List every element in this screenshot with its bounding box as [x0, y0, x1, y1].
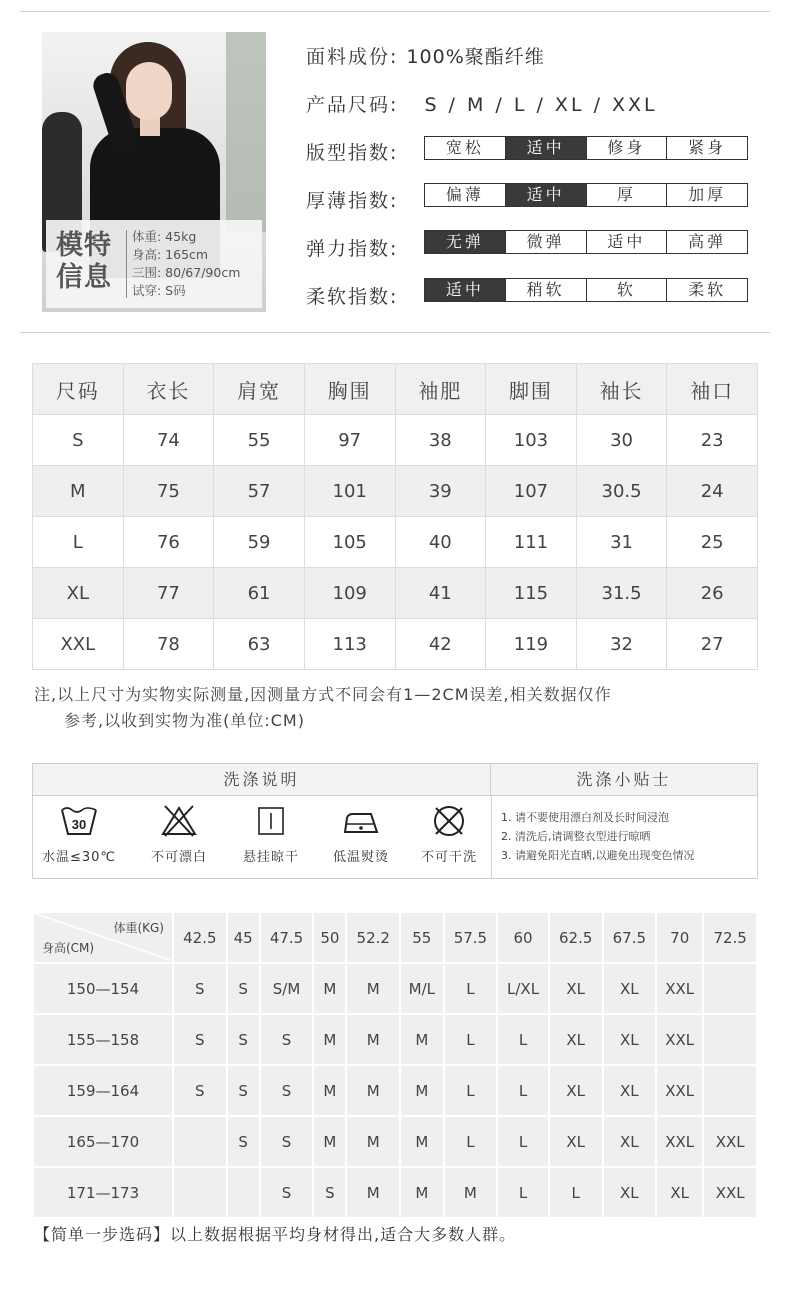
softness-option: 柔软	[666, 279, 747, 301]
fabric-row	[306, 42, 545, 69]
table-row	[33, 963, 757, 1014]
care-item-hang	[225, 804, 317, 865]
thickness-index-label: 厚薄指数:	[306, 190, 399, 212]
table-cell: 97	[304, 415, 395, 466]
model-height: 身高: 165cm	[132, 247, 209, 262]
table-cell: 107	[486, 466, 577, 517]
fit-option: 紧身	[666, 137, 747, 159]
table-cell: XXL	[33, 619, 124, 670]
weight-header: 55	[400, 912, 444, 963]
weight-header: 57.5	[444, 912, 498, 963]
softness-option: 软	[586, 279, 667, 301]
model-info-lines	[132, 228, 240, 300]
size-cell: XXL	[656, 963, 703, 1014]
size-cell: XXL	[656, 1065, 703, 1116]
size-label: 产品尺码:	[306, 94, 399, 116]
care-item-bleach	[133, 804, 225, 865]
care-panel	[32, 763, 758, 879]
softness-index-scale	[424, 278, 748, 302]
table-cell: 23	[667, 415, 758, 466]
weight-header: 70	[656, 912, 703, 963]
fit-index-scale	[424, 136, 748, 160]
thickness-option: 厚	[586, 184, 667, 206]
table-cell: 31.5	[576, 568, 667, 619]
size-cell: L	[444, 1116, 498, 1167]
table-cell: 24	[667, 466, 758, 517]
size-cell: S	[260, 1167, 314, 1218]
thickness-option: 偏薄	[445, 185, 484, 204]
table-corner	[33, 912, 173, 963]
table-row	[33, 619, 758, 670]
col-size: 尺码	[33, 364, 124, 415]
size-cell: S	[260, 1065, 314, 1116]
weight-header: 67.5	[603, 912, 657, 963]
size-cell: M	[444, 1167, 498, 1218]
care-label: 水温≤30℃	[41, 850, 117, 865]
hang-dry-icon	[251, 804, 291, 838]
size-cell: S	[260, 1116, 314, 1167]
table-cell: 31	[576, 517, 667, 568]
model-measurements: 三围: 80/67/90cm	[132, 265, 241, 280]
weight-header: 62.5	[549, 912, 603, 963]
weight-header: 52.2	[346, 912, 400, 963]
care-item-dryclean	[403, 804, 495, 865]
table-cell: L	[33, 517, 124, 568]
care-label: 悬挂晾干	[242, 850, 299, 865]
size-cell: M	[346, 963, 400, 1014]
thickness-option: 加厚	[666, 184, 747, 206]
size-cell: XL	[549, 1116, 603, 1167]
col-bust: 胸围	[304, 364, 395, 415]
size-cell: M	[400, 1116, 444, 1167]
size-cell: M	[313, 1116, 346, 1167]
table-row	[33, 415, 758, 466]
wash-30-icon	[59, 804, 99, 838]
table-cell: 61	[214, 568, 305, 619]
size-cell: XXL	[703, 1116, 757, 1167]
weight-header: 47.5	[260, 912, 314, 963]
size-cell: M	[313, 1014, 346, 1065]
size-cell: XL	[603, 1014, 657, 1065]
table-cell: 55	[214, 415, 305, 466]
size-cell: M	[346, 1167, 400, 1218]
size-cell: M	[313, 963, 346, 1014]
model-photo	[42, 32, 266, 312]
size-cell: L	[444, 1014, 498, 1065]
table-row	[33, 568, 758, 619]
elasticity-option: 适中	[586, 231, 667, 253]
weight-header: 50	[313, 912, 346, 963]
fabric-value: 100%聚酯纤维	[406, 46, 545, 68]
size-cell: S	[173, 963, 227, 1014]
col-cuff: 袖口	[667, 364, 758, 415]
softness-index-label: 柔软指数:	[306, 286, 399, 308]
softness-option: 适中	[425, 279, 505, 301]
height-range: 155—158	[33, 1014, 173, 1065]
table-cell: 38	[395, 415, 486, 466]
table-cell: 32	[576, 619, 667, 670]
size-cell: L	[497, 1065, 549, 1116]
section-divider	[20, 332, 770, 333]
care-tips-title: 洗涤小贴士	[491, 764, 757, 796]
wash-temp-text: 30	[71, 817, 87, 832]
size-cell: M	[346, 1014, 400, 1065]
size-cell	[703, 1065, 757, 1116]
weight-header: 45	[227, 912, 260, 963]
table-cell: 77	[123, 568, 214, 619]
care-item-wash	[33, 804, 125, 865]
table-row	[33, 1014, 757, 1065]
size-cell: S	[227, 1065, 260, 1116]
size-cell: S	[227, 963, 260, 1014]
table-cell: 30	[576, 415, 667, 466]
low-iron-icon	[341, 804, 381, 838]
size-table	[32, 363, 758, 670]
size-cell: M	[400, 1014, 444, 1065]
size-cell	[703, 1014, 757, 1065]
note-line-1: 注,以上尺寸为实物实际测量,因测量方式不同会有1—2CM误差,相关数据仅作	[34, 685, 612, 704]
note-line-2: 参考,以收到实物为准(单位:CM)	[64, 711, 305, 730]
table-row	[33, 517, 758, 568]
table-cell: 63	[214, 619, 305, 670]
height-range: 165—170	[33, 1116, 173, 1167]
size-cell: XL	[603, 963, 657, 1014]
table-cell: 78	[123, 619, 214, 670]
size-cell: M	[313, 1065, 346, 1116]
no-dry-clean-icon	[429, 804, 469, 838]
table-cell: 26	[667, 568, 758, 619]
size-cell: M	[400, 1065, 444, 1116]
table-cell: 39	[395, 466, 486, 517]
col-sleeve-width: 袖肥	[395, 364, 486, 415]
height-axis-label: 身高(CM)	[42, 941, 95, 955]
size-cell: XXL	[703, 1167, 757, 1218]
table-cell: 115	[486, 568, 577, 619]
softness-option: 稍软	[505, 279, 586, 301]
table-cell: 40	[395, 517, 486, 568]
care-title: 洗涤说明	[33, 764, 491, 796]
col-sleeve-length: 袖长	[576, 364, 667, 415]
size-value: S / M / L / XL / XXL	[424, 94, 658, 116]
elasticity-index-label: 弹力指数:	[306, 238, 399, 260]
care-tip: 1. 请不要使用漂白剂及长时间浸泡	[501, 811, 669, 824]
size-cell	[703, 963, 757, 1014]
size-cell: L	[497, 1167, 549, 1218]
size-cell: XL	[549, 1014, 603, 1065]
care-label: 低温熨烫	[332, 850, 389, 865]
table-cell: 30.5	[576, 466, 667, 517]
col-length: 衣长	[123, 364, 214, 415]
col-hem: 脚围	[486, 364, 577, 415]
weight-header-row	[33, 912, 757, 963]
table-cell: 109	[304, 568, 395, 619]
height-range: 159—164	[33, 1065, 173, 1116]
size-cell: L	[444, 963, 498, 1014]
size-cell: L/XL	[497, 963, 549, 1014]
no-bleach-icon	[159, 804, 199, 838]
table-cell: 42	[395, 619, 486, 670]
table-cell: 101	[304, 466, 395, 517]
table-cell: XL	[33, 568, 124, 619]
top-divider	[20, 11, 770, 12]
size-cell: S	[313, 1167, 346, 1218]
size-cell: S/M	[260, 963, 314, 1014]
size-cell: S	[173, 1065, 227, 1116]
table-cell: 41	[395, 568, 486, 619]
table-cell: 103	[486, 415, 577, 466]
col-shoulder: 肩宽	[214, 364, 305, 415]
table-row	[33, 1116, 757, 1167]
size-cell: XL	[549, 1065, 603, 1116]
fit-option: 适中	[505, 137, 586, 159]
care-tip: 3. 请避免阳光直晒,以避免出现变色情况	[501, 849, 695, 862]
size-cell: S	[227, 1116, 260, 1167]
fit-index-label: 版型指数:	[306, 142, 399, 164]
size-cell: M/L	[400, 963, 444, 1014]
table-cell: M	[33, 466, 124, 517]
table-cell: 25	[667, 517, 758, 568]
weight-header: 60	[497, 912, 549, 963]
size-cell	[173, 1116, 227, 1167]
fabric-label: 面料成份:	[306, 46, 399, 68]
height-range: 171—173	[33, 1167, 173, 1218]
fit-option: 修身	[586, 137, 667, 159]
size-cell: S	[173, 1014, 227, 1065]
size-recommendation-table	[32, 911, 758, 1219]
height-range: 150—154	[33, 963, 173, 1014]
table-cell: 75	[123, 466, 214, 517]
size-cell: M	[346, 1116, 400, 1167]
care-tips	[501, 808, 695, 865]
table-cell: 119	[486, 619, 577, 670]
fit-option: 宽松	[445, 138, 484, 157]
size-cell: L	[549, 1167, 603, 1218]
size-row	[306, 90, 658, 117]
table-cell: 105	[304, 517, 395, 568]
elasticity-index-scale	[424, 230, 748, 254]
size-cell: XL	[656, 1167, 703, 1218]
weight-header: 42.5	[173, 912, 227, 963]
care-label: 不可漂白	[150, 850, 207, 865]
elasticity-option: 高弹	[666, 231, 747, 253]
size-cell: XXL	[656, 1014, 703, 1065]
size-cell	[173, 1167, 227, 1218]
model-trial-size: 试穿: S码	[132, 283, 186, 298]
weight-header: 72.5	[703, 912, 757, 963]
thickness-option: 适中	[505, 184, 586, 206]
size-cell: M	[400, 1167, 444, 1218]
table-cell: 111	[486, 517, 577, 568]
size-cell: S	[260, 1014, 314, 1065]
size-cell: XL	[603, 1116, 657, 1167]
size-cell: XL	[603, 1167, 657, 1218]
elasticity-option: 微弹	[505, 231, 586, 253]
size-cell: XL	[603, 1065, 657, 1116]
thickness-index-scale	[424, 183, 748, 207]
model-info-box	[46, 220, 262, 308]
table-cell: S	[33, 415, 124, 466]
size-cell: XXL	[656, 1116, 703, 1167]
size-cell: S	[227, 1014, 260, 1065]
table-cell: 74	[123, 415, 214, 466]
size-cell: XL	[549, 963, 603, 1014]
size-table-header	[33, 364, 758, 415]
size-cell: L	[444, 1065, 498, 1116]
model-info-title: 模特信息	[56, 230, 112, 293]
table-cell: 27	[667, 619, 758, 670]
footer-note: 【简单一步选码】以上数据根据平均身材得出,适合大多数人群。	[34, 1225, 517, 1244]
size-cell: L	[497, 1014, 549, 1065]
size-cell	[227, 1167, 260, 1218]
table-row	[33, 1167, 757, 1218]
model-weight: 体重: 45kg	[132, 229, 197, 244]
table-cell: 57	[214, 466, 305, 517]
care-tip: 2. 清洗后,请调整衣型进行晾晒	[501, 830, 651, 843]
table-cell: 113	[304, 619, 395, 670]
care-label: 不可干洗	[420, 850, 477, 865]
table-row	[33, 466, 758, 517]
size-cell: L	[497, 1116, 549, 1167]
table-cell: 76	[123, 517, 214, 568]
table-cell: 59	[214, 517, 305, 568]
weight-axis-label: 体重(KG)	[113, 921, 164, 935]
table-row	[33, 1065, 757, 1116]
care-item-iron	[315, 804, 407, 865]
size-cell: M	[346, 1065, 400, 1116]
elasticity-option: 无弹	[425, 231, 505, 253]
measurement-note	[34, 682, 612, 734]
